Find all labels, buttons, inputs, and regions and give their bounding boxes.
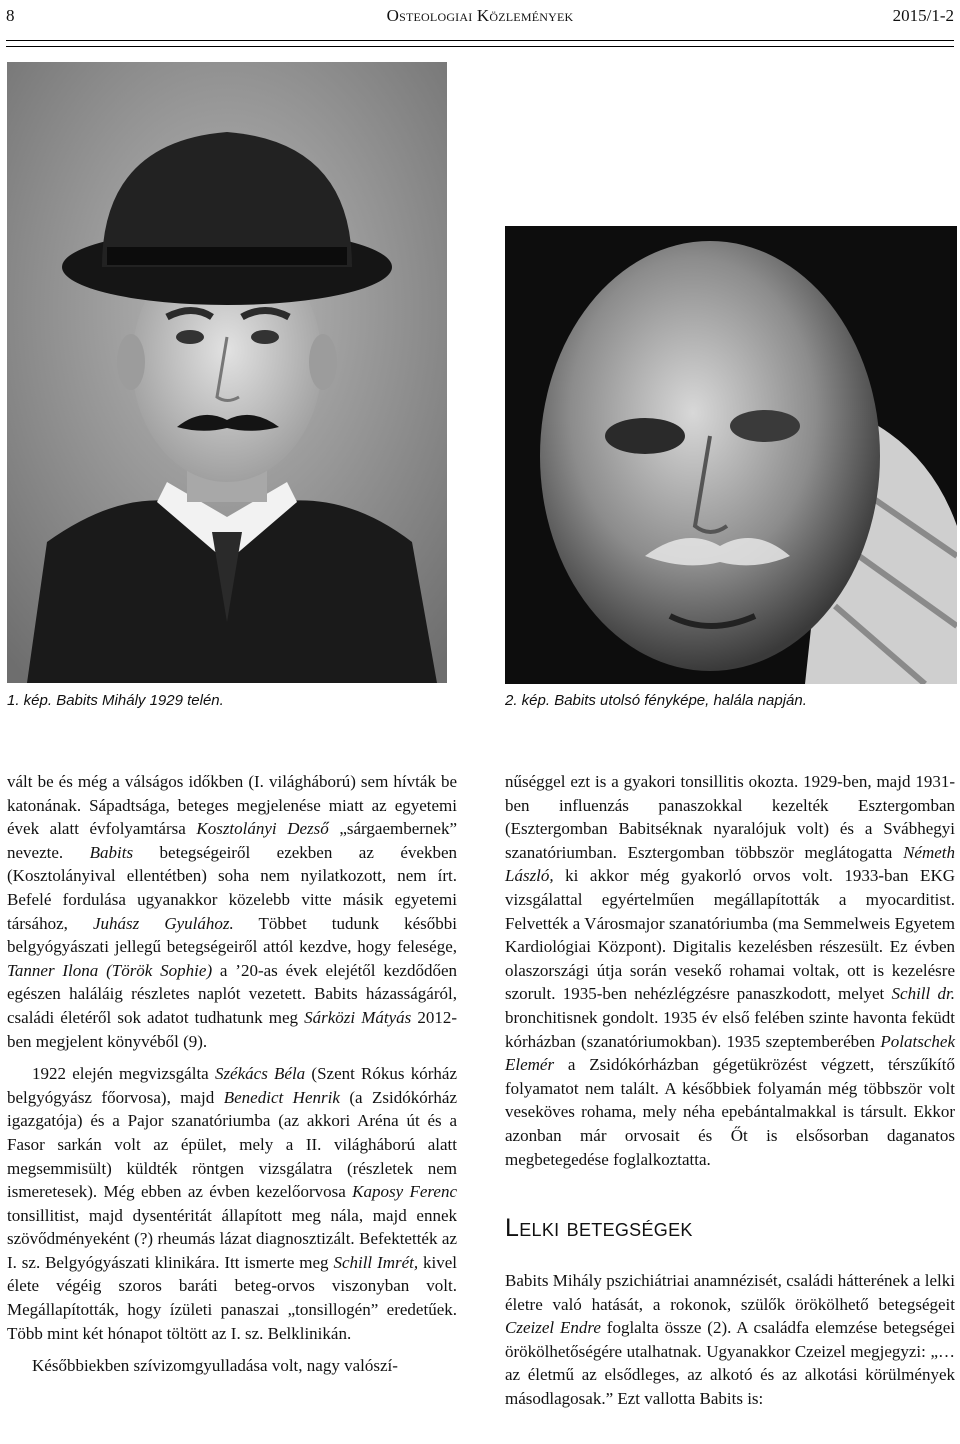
text-run: betegségeiről ezekben az években (Kosztolányival ellentétben) soha nem nyilatkozott, nem írt. Befelé fordulása ugyanakkor közelebb vitte másik egyetemi társához, [7,842,457,933]
person-name: Németh László, [505,842,955,886]
page-number: 8 [6,6,15,25]
text-run: a ’20-as évek elejétől kezdődően egészen haláláig részletes naplót vezetett. Babits házasságáról, családi életéről sok adatot tudhatunk meg [7,960,457,1027]
left-column [7,770,457,1378]
person-name: Sárközi Mátyás [304,1007,412,1027]
left-paragraph-1 [7,770,457,1053]
text-run: foglalta össze (2). A családfa elemzése betegségei örökölhetőségére utalhatnak. Ugyanakkor Czeizel megjegyzi: „… az életmű az elsődleges, az alkotó és az alkotási körülmények másodlagosak.” Ezt vallotta Babits is: [505,1318,955,1409]
left-paragraph-2 [7,1062,457,1345]
person-name: Babits [89,842,134,862]
photo-babits-1929 [7,62,447,683]
section-heading: Lelki betegségek [505,1214,693,1243]
text-run: „sárgaembernek” nevezte. [7,819,458,862]
text-run: 2012-ben megjelent könyvéből (9). [7,1007,457,1051]
person-name: Polatschek Elemér [505,1031,955,1075]
text-run: (Szent Rókus kórház belgyógyász főorvosa), majd [7,1064,457,1107]
left-paragraph-3: Későbbiekben szívizomgyulladása volt, nagy valószí- [32,1356,398,1376]
text-run: kivel élete végéig szoros baráti beteg-orvos viszonyban volt. Megállapították, hogy ízületi panaszai „tonsillogén” eredetűek. Több mint két hónapot töltött az I. sz. Belklinikán. [7,1252,458,1343]
text-run: tonsillitist, majd dysentéritát állapított meg nála, majd ennek szövődményeként (?) rheumás lázat diagnosztizált. Befektették az I. sz. Belgyógyászati klinikára. Itt ismerte meg [7,1205,457,1272]
text-run: Többet tudunk későbbi belgyógyászati jellegű betegségeiről attól kezdve, hogy felesége, [7,913,457,957]
figure-2-caption: 2. kép. Babits utolsó fényképe, halála napján. [505,692,807,709]
text-run: (a Zsidókórház igazgatója) és a Pajor szanatóriumba (az akkori Aréna út és a Fasor sarkán volt az épület, mely a II. világháború alatt megsemmisült) küldték röntgen vizsgálatra (részletek nem ismeretesek). Még ebben az évben kezelőorvosa [7,1087,457,1202]
header-rule-thick [6,40,954,41]
figure-1-caption: 1. kép. Babits Mihály 1929 telén. [7,692,224,709]
issue-number: 2015/1-2 [892,6,954,25]
text-run: Babits Mihály pszichiátriai anamnézisét, családi hátterének a lelki életre való hatását, a rokonok, szülők örökölhető betegségeit [505,1271,955,1314]
person-name: Székács Béla [214,1064,306,1084]
person-name: Schill Imrét, [333,1252,419,1272]
text-run: ki akkor még gyakorló orvos volt. 1933-ban EKG vizsgálattal egyértelműen megállapították a myocarditist. Felvették a Városmajor szanatóriumba (ma Semmelweis Egyetem Kardiológiai Központ). Digitalis kezelésben részesült. Ez évben olaszországi útja során vesekő rohamai voltak, ott is kezelésre szorult. 1935-ben nehézlégzésre panaszkodott, melyet [505,866,955,1004]
right-column [505,770,955,1411]
text-run: 1922 elején megvizsgálta [32,1064,215,1084]
person-name: Czeizel Endre [505,1318,601,1338]
right-paragraph-2 [505,1269,955,1411]
text-run: bronchitisnek gondolt. 1935 év első felében szinte havonta feküdt kórházban (szanatóriumokban). 1935 szeptemberében [505,1007,955,1051]
journal-title: Osteologiai Közlemények [386,6,574,25]
person-name: Benedict Henrik [223,1087,340,1107]
header-rule-thin [6,46,954,47]
person-name: Juhász Gyulához. [92,913,234,933]
text-run: nűséggel ezt is a gyakori tonsillitis okozta. 1929-ben, majd 1931-ben influenzás panaszokkal kezelték Esztergomban (Esztergomban Babitséknak nyaralójuk volt) és a Svábhegyi szanatóriumban. Esztergomban többször meglátogatta [505,772,955,862]
person-name: Schill dr. [891,984,955,1004]
text-run: a Zsidókórházban gégetükrözést végzett, térszűkítő folyamatot nem talált. A későbbiek folyamán még többször volt veseköves rohama, mely néha epebántalmakkal is társult. Ekkor azonban már orvosait és Őt is elsősorban daganatos megbetegedése foglalkoztatta. [505,1055,955,1169]
photo-babits-last [505,226,957,684]
person-name: Kosztolányi Dezső [196,819,329,839]
page-header [6,0,954,38]
person-name: Tanner Ilona (Török Sophie) [7,960,213,980]
text-run: vált be és még a válságos időkben (I. világháború) sem hívták be katonának. Sápadtsága, beteges megjelenése miatt az egyetemi évek alatt évfolyamtársa [7,772,457,839]
person-name: Kaposy Ferenc [352,1182,457,1202]
right-paragraph-1 [505,770,955,1171]
